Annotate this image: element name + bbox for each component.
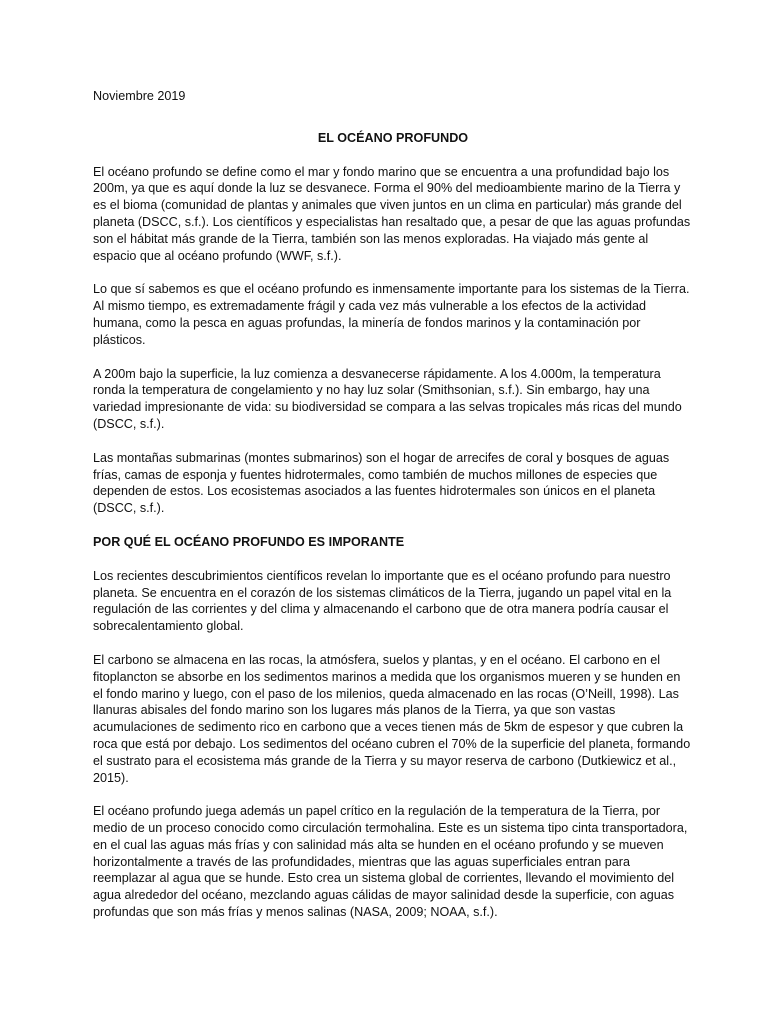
document-title: EL OCÉANO PROFUNDO	[317, 130, 469, 145]
section-heading-importance: POR QUÉ EL OCÉANO PROFUNDO ES IMPORANTE	[93, 534, 405, 549]
paragraph-carbon: El carbono se almacena en las rocas, la atmósfera, suelos y plantas, y en el océano. El carbono en el fitoplancton se absorbe en los sedimentos marinos a medida que los organismos mueren y se hunden en el fondo marino y luego, con el paso de los milenios, queda almacenado en las rocas (O’Neill, 1998). Las llanuras abisales del fondo marino son los lugares más planos de la Tierra, ya que son vastas acumulaciones de sedimento rico en carbono que a veces tienen más de 5km de espesor y que cubren la roca que está por debajo. Los sedimentos del océano cubren el 70% de la superficie del planeta, formando el sustrato para el ecosistema más grande de la Tierra y su mayor reserva de carbono (Dutkiewicz et al., 2015).	[93, 652, 691, 785]
paragraph-thermohaline: El océano profundo juega además un papel crítico en la regulación de la temperatura de la Tierra, por medio de un proceso conocido como circulación termohalina. Este es un sistema tipo cinta transportadora, en el cual las aguas más frías y con salinidad más alta se hunden en el océano profundo y se mueven horizontalmente a través de las profundidades, mientras que las aguas superficiales entran para reemplazar al agua que se hunde. Esto crea un sistema global de corrientes, llevando el movimiento del agua alrededor del océano, mezclando aguas cálidas de mayor salinidad desde la superficie, con aguas profundas que son más frías y menos salinas (NASA, 2009; NOAA, s.f.).	[93, 804, 688, 920]
paragraph-discoveries: Los recientes descubrimientos científicos revelan lo importante que es el océano profundo para nuestro planeta. Se encuentra en el corazón de los sistemas climáticos de la Tierra, jugando un papel vital en la regulación de las corrientes y del clima y almacenando el carbono que de otra manera podría causar el sobrecalentamiento global.	[93, 568, 672, 634]
paragraph-importance-fragility: Lo que sí sabemos es que el océano profundo es inmensamente importante para los sistemas de la Tierra. Al mismo tiempo, es extremadamente frágil y cada vez más vulnerable a los efectos de la actividad humana, como la pesca en aguas profundas, la minería de fondos marinos y la contaminación por plásticos.	[93, 282, 690, 347]
paragraph-definition: El océano profundo se define como el mar y fondo marino que se encuentra a una profundidad bajo los 200m, ya que es aquí donde la luz se desvanece. Forma el 90% del medioambiente marino de la Tierra y es el bioma (comunidad de plantas y animales que viven juntos en un clima en particular) más grande del planeta (DSCC, s.f.). Los científicos y especialistas han resaltado que, a pesar de que las aguas profundas son el hábitat más grande de la Tierra, también son las menos exploradas. Ha viajado más gente al espacio que al océano profundo (WWF, s.f.).	[93, 164, 691, 263]
paragraph-seamounts: Las montañas submarinas (montes submarinos) son el hogar de arrecifes de coral y bosques de aguas frías, camas de esponja y fuentes hidrotermales, como también de muchos millones de especies que dependen de estos. Los ecosistemas asociados a las fuentes hidrotermales son únicos en el planeta (DSCC, s.f.).	[93, 450, 670, 516]
document-page	[93, 88, 693, 938]
document-date: Noviembre 2019	[93, 89, 186, 103]
paragraph-light-depth: A 200m bajo la superficie, la luz comienza a desvanecerse rápidamente. A los 4.000m, la temperatura ronda la temperatura de congelamiento y no hay luz solar (Smithsonian, s.f.). Sin embargo, hay una variedad impresionante de vida: su biodiversidad se compara a las selvas tropicales más ricas del mundo (DSCC, s.f.).	[93, 366, 682, 431]
